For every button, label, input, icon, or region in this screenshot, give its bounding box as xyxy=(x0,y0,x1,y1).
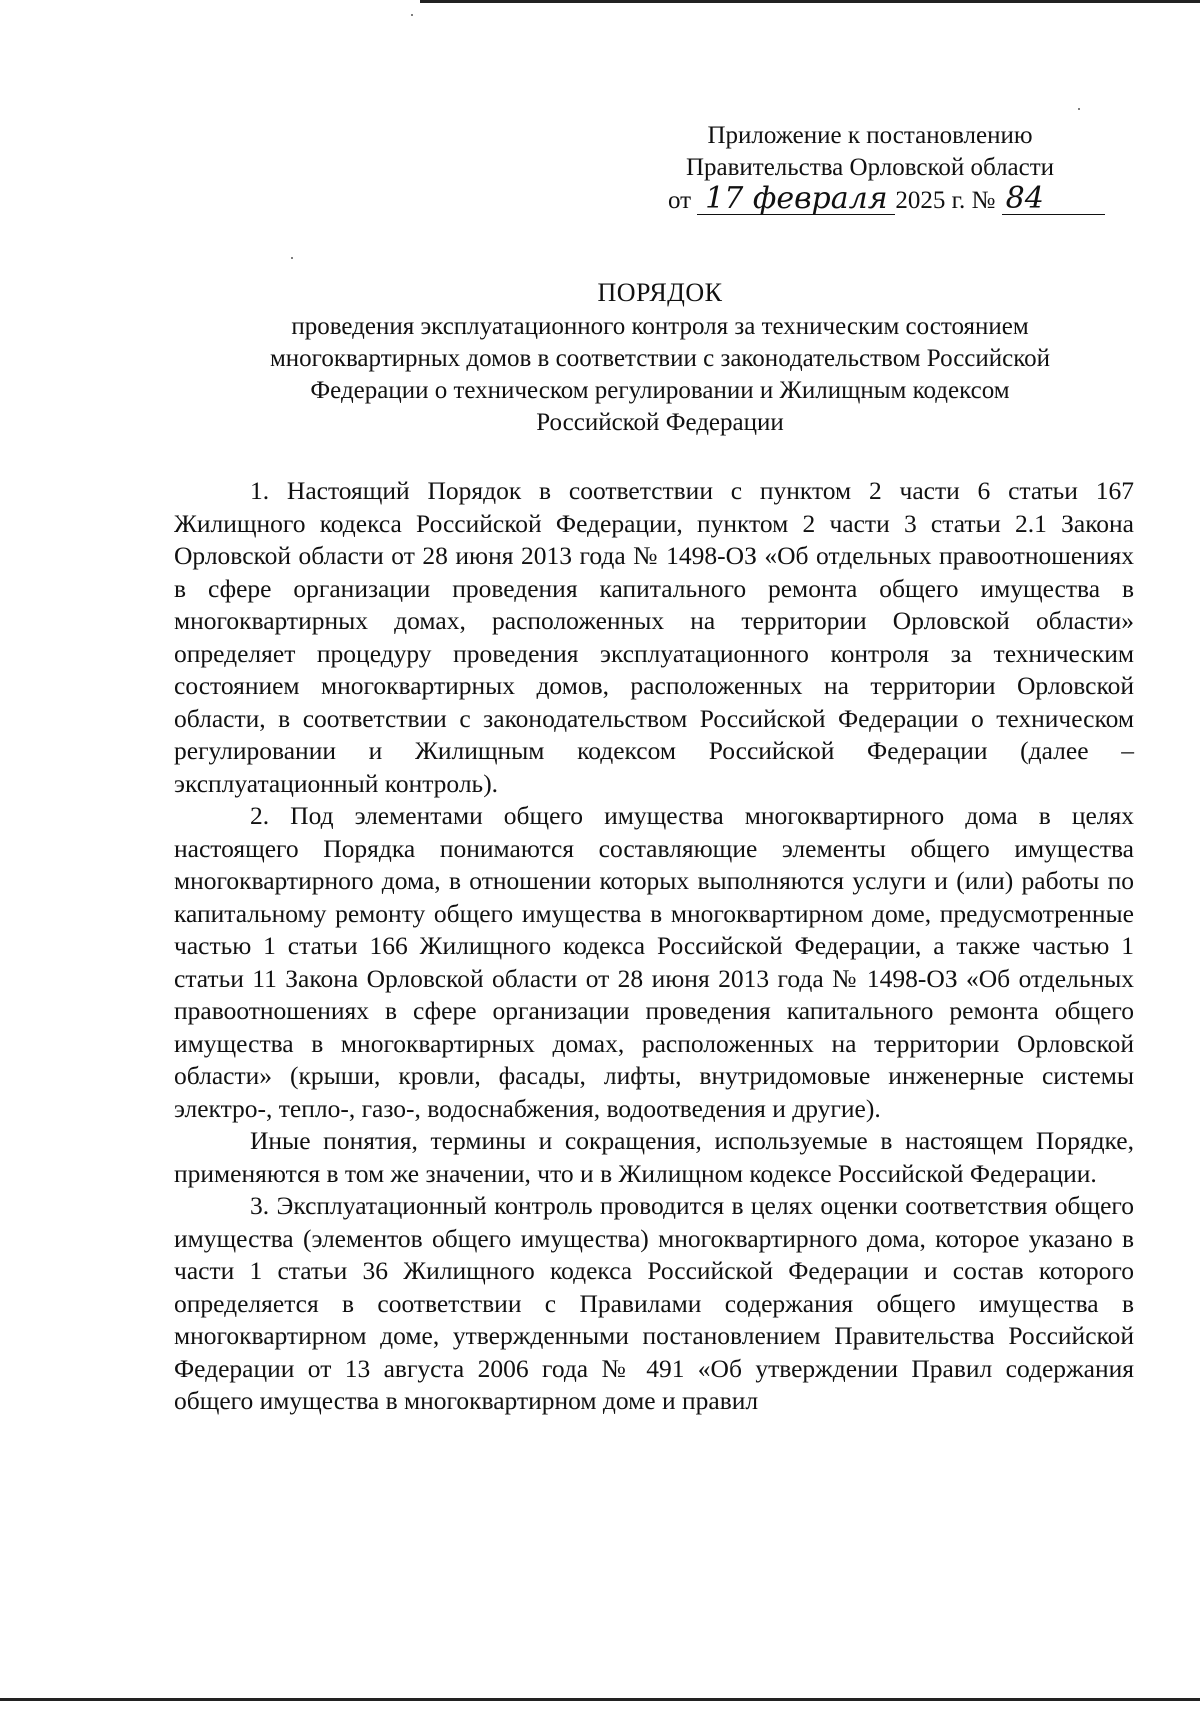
appendix-date-line xyxy=(600,181,1140,217)
handwritten-date: 17 февраля xyxy=(697,184,895,215)
scan-edge-top xyxy=(420,0,1200,3)
date-prefix: от xyxy=(668,187,692,214)
paragraph-2-note: Иные понятия, термины и сокращения, используемые в настоящем Порядке, применяются в том же значении, что и в Жилищном кодексе Российской Федерации. xyxy=(174,1126,1134,1188)
document-title: ПОРЯДОК xyxy=(597,278,723,307)
paragraph-3: 3. Эксплуатационный контроль проводится в целях оценки соответствия общего имущества (элементов общего имущества) многоквартирного дома, которое указано в части 1 статьи 36 Жилищного кодекса Российской Федерации и состав которого определяется в соответствии с Правилами содержания общего имущества в многоквартирном доме, утвержденными постановлением Правительства Российской Федерации от 13 августа 2006 года № 491 «Об утверждении Правил содержания общего имущества в многоквартирном доме и правил xyxy=(174,1191,1134,1415)
paragraph-1: 1. Настоящий Порядок в соответствии с пунктом 2 части 6 статьи 167 Жилищного кодекса Российской Федерации, пунктом 2 части 3 статьи 2.1 Закона Орловской области от 28 июня 2013 года № 1498-ОЗ «Об отдельных правоотношениях в сфере организации проведения капитального ремонта общего имущества в многоквартирных домах, расположенных на территории Орловской области» определяет процедуру проведения эксплуатационного контроля за техническим состоянием многоквартирных домов, расположенных на территории Орловской области, в соответствии с законодательством Российской Федерации о техническом регулировании и Жилищным кодексом Российской Федерации (далее – эксплуатационный контроль). xyxy=(174,476,1134,798)
document-body xyxy=(174,475,1134,1418)
appendix-header xyxy=(600,120,1140,217)
handwritten-number: 84 xyxy=(1002,184,1105,215)
document-subtitle-line: Российской Федерации xyxy=(536,409,784,436)
year-and-number-label: 2025 г. № xyxy=(895,187,996,214)
scan-edge-bottom xyxy=(0,1698,1200,1701)
appendix-line-2: Правительства Орловской области xyxy=(685,154,1055,181)
scan-speck xyxy=(1078,108,1080,110)
document-subtitle-line: Федерации о техническом регулировании и Жилищным кодексом xyxy=(310,377,1010,404)
scan-speck xyxy=(291,257,293,259)
document-subtitle-line: проведения эксплуатационного контроля за техническим состоянием xyxy=(291,313,1029,340)
document-title-block xyxy=(140,277,1180,439)
appendix-line-1: Приложение к постановлению xyxy=(707,122,1033,149)
paragraph-2: 2. Под элементами общего имущества многоквартирного дома в целях настоящего Порядка понимаются составляющие элементы общего имущества многоквартирного дома, в отношении которых выполняются услуги и (или) работы по капитальному ремонту общего имущества в многоквартирном доме, предусмотренные частью 1 статьи 166 Жилищного кодекса Российской Федерации, а также частью 1 статьи 11 Закона Орловской области от 28 июня 2013 года № 1498-ОЗ «Об отдельных правоотношениях в сфере организации проведения капитального ремонта общего имущества в многоквартирных домах, расположенных на территории Орловской области» (крыши, кровли, фасады, лифты, внутридомовые инженерные системы электро-, тепло-, газо-, водоснабжения, водоотведения и другие). xyxy=(174,801,1134,1123)
document-subtitle-line: многоквартирных домов в соответствии с законодательством Российской xyxy=(269,345,1050,372)
scan-speck xyxy=(411,14,413,16)
